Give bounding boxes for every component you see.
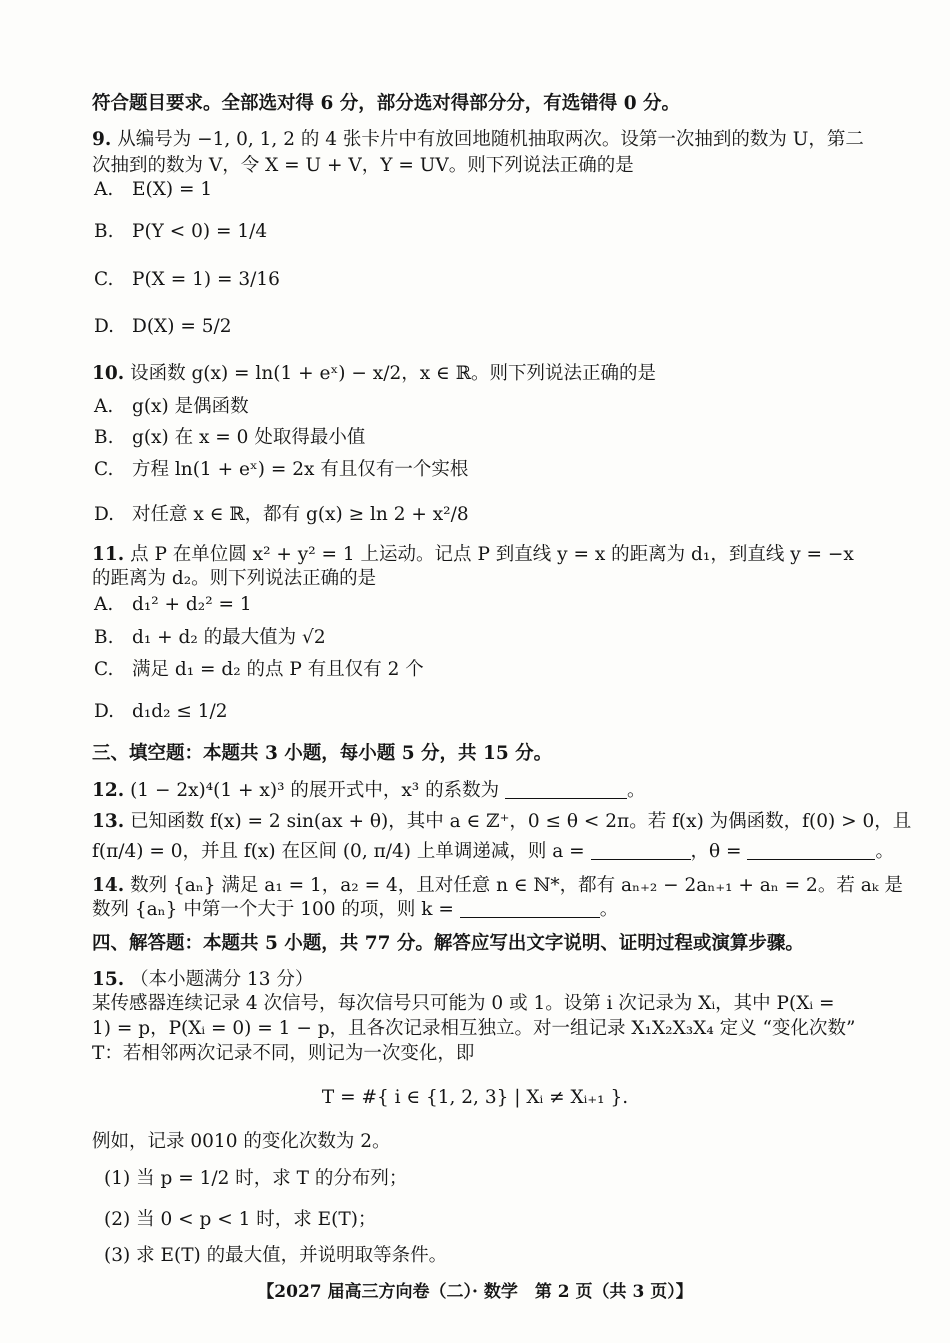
question-number: 14. (92, 875, 125, 896)
question-14-line-2 (92, 898, 618, 922)
option-text: D(X) = 5/2 (132, 316, 232, 337)
question-9-stem-line-2: 次抽到的数为 V，令 X = U + V，Y = UV。则下列说法正确的是 (92, 155, 634, 176)
display-formula: T = #{ i ∈ {1, 2, 3} | Xᵢ ≠ Xᵢ₊₁ }. (321, 1087, 629, 1108)
question-number: 10. (92, 363, 125, 384)
question-10-option-c (94, 458, 468, 482)
question-text: (1 − 2x)⁴(1 + x)³ 的展开式中，x³ 的系数为 (130, 780, 500, 801)
option-text: g(x) 在 x = 0 处取得最小值 (132, 427, 366, 448)
option-label: A. (94, 179, 114, 200)
question-number: 9. (92, 129, 112, 150)
question-text: 已知函数 f(x) = 2 sin(ax + θ)，其中 a ∈ ℤ⁺，0 ≤ θ < 2π。若 f(x) 为偶函数，f(0) > 0，且 (130, 811, 912, 832)
option-text: P(X = 1) = 3/16 (132, 269, 280, 290)
question-text: f(π/4) = 0，并且 f(x) 在区间 (0, π/4) 上单调递减，则 a = (92, 841, 585, 862)
question-10-option-d (94, 503, 469, 527)
question-14-line-1 (92, 874, 903, 898)
option-label: C. (94, 659, 114, 680)
question-text: ，θ = (690, 841, 742, 862)
question-15-part-3: (3) 求 E(T) 的最大值，并说明取等条件。 (104, 1245, 448, 1266)
option-text: E(X) = 1 (132, 179, 213, 200)
question-11-option-b (94, 626, 326, 650)
answer-blank[interactable] (460, 899, 600, 918)
question-15-para-line-3: T：若相邻两次记录不同，则记为一次变化，即 (92, 1043, 475, 1064)
question-11-option-a (94, 593, 252, 617)
option-label: B. (94, 627, 114, 648)
question-15-para-line-1: 某传感器连续记录 4 次信号，每次信号只可能为 0 或 1。设第 i 次记录为 Xᵢ，其中 P(Xᵢ = (92, 993, 835, 1014)
question-9-option-b (94, 220, 267, 244)
question-number: 15. (92, 969, 125, 990)
option-label: A. (94, 396, 114, 417)
option-text: 方程 ln(1 + eˣ) = 2x 有且仅有一个实根 (132, 459, 469, 480)
option-label: D. (94, 701, 115, 722)
question-15-example: 例如，记录 0010 的变化次数为 2。 (92, 1131, 391, 1152)
question-text: 从编号为 −1, 0, 1, 2 的 4 张卡片中有放回地随机抽取两次。设第一次抽到的数为 U，第二 (117, 129, 864, 150)
question-11-option-d (94, 700, 228, 724)
question-13-line-2 (92, 840, 894, 864)
question-number: 13. (92, 811, 125, 832)
option-label: B. (94, 427, 114, 448)
question-15-para-line-2: 1) = p，P(Xᵢ = 0) = 1 − p，且各次记录相互独立。对一组记录 X₁X₂X₃X₄ 定义 “变化次数” (92, 1018, 856, 1039)
question-13-line-1 (92, 810, 911, 834)
question-12 (92, 779, 646, 803)
option-label: D. (94, 316, 115, 337)
question-end: 。 (627, 780, 646, 801)
question-9-option-a (94, 178, 212, 202)
question-11-stem-line-2: 的距离为 d₂。则下列说法正确的是 (92, 568, 377, 589)
answer-blank[interactable] (505, 780, 627, 799)
option-label: C. (94, 269, 114, 290)
question-9-option-c (94, 268, 280, 292)
option-text: 对任意 x ∈ ℝ，都有 g(x) ≥ ln 2 + x²/8 (132, 504, 469, 525)
answer-blank-theta[interactable] (747, 841, 875, 860)
section-3-title: 三、填空题：本题共 3 小题，每小题 5 分，共 15 分。 (92, 743, 553, 764)
option-text: d₁d₂ ≤ 1/2 (132, 701, 228, 722)
question-15-part-1: (1) 当 p = 1/2 时，求 T 的分布列； (104, 1168, 408, 1189)
option-label: C. (94, 459, 114, 480)
page-footer: 【2027 届高三方向卷（二）· 数学 第 2 页（共 3 页）】 (257, 1282, 693, 1302)
section-instruction: 符合题目要求。全部选对得 6 分，部分选对得部分分，有选错得 0 分。 (92, 93, 681, 114)
question-10-option-a (94, 395, 249, 419)
question-end: 。 (875, 841, 894, 862)
option-text: P(Y < 0) = 1/4 (132, 221, 268, 242)
question-text: 数列 {aₙ} 满足 a₁ = 1，a₂ = 4，且对任意 n ∈ ℕ*，都有 aₙ₊₂ − 2aₙ₊₁ + aₙ = 2。若 aₖ 是 (130, 875, 903, 896)
question-10-option-b (94, 426, 365, 450)
question-9-option-d (94, 315, 231, 339)
question-end: 。 (599, 899, 619, 920)
question-text: 数列 {aₙ} 中第一个大于 100 的项，则 k = (92, 899, 454, 920)
option-label: D. (94, 504, 115, 525)
question-10-stem (92, 362, 656, 386)
question-11-stem-line-1 (92, 543, 854, 567)
option-text: d₁² + d₂² = 1 (132, 594, 252, 615)
option-text: g(x) 是偶函数 (132, 396, 249, 417)
question-number: 12. (92, 780, 125, 801)
question-15-part-2: (2) 当 0 < p < 1 时，求 E(T)； (104, 1209, 377, 1230)
option-text: d₁ + d₂ 的最大值为 √2 (132, 627, 326, 648)
question-number: 11. (92, 544, 125, 565)
option-text: 满足 d₁ = d₂ 的点 P 有且仅有 2 个 (132, 659, 424, 680)
section-4-title: 四、解答题：本题共 5 小题，共 77 分。解答应写出文字说明、证明过程或演算步骤。 (92, 933, 804, 954)
question-9-stem-line-1 (92, 128, 864, 152)
answer-blank-a[interactable] (591, 841, 691, 860)
question-text: 点 P 在单位圆 x² + y² = 1 上运动。记点 P 到直线 y = x 的距离为 d₁，到直线 y = −x (130, 544, 854, 565)
option-label: A. (94, 594, 114, 615)
question-score: （本小题满分 13 分） (130, 969, 314, 990)
question-text: 设函数 g(x) = ln(1 + eˣ) − x/2，x ∈ ℝ。则下列说法正确的是 (130, 363, 656, 384)
question-15-head (92, 968, 313, 992)
question-11-option-c (94, 658, 424, 682)
option-label: B. (94, 221, 114, 242)
